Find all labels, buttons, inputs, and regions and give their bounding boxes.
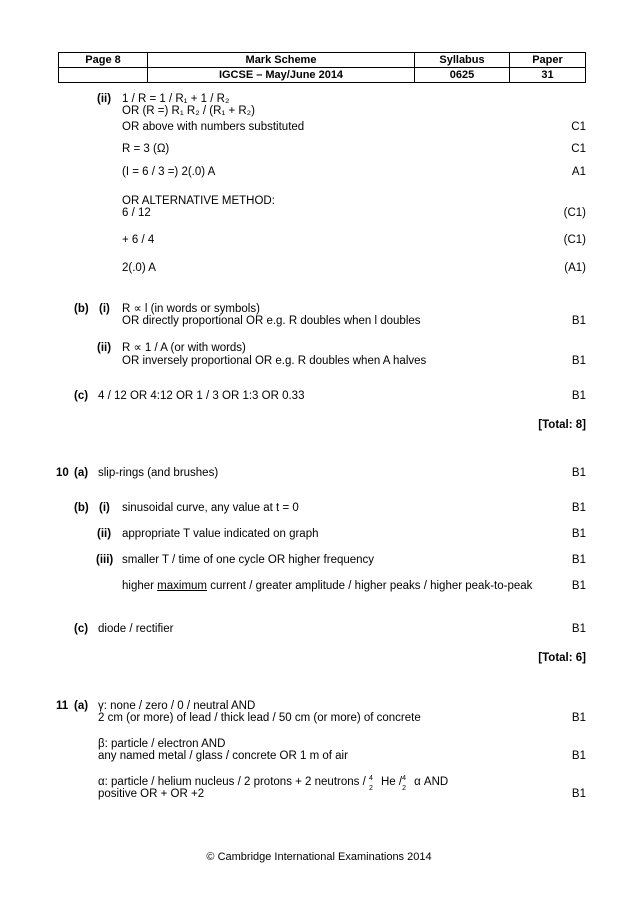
mark-row bbox=[0, 749, 638, 763]
mark-award: B1 bbox=[571, 554, 586, 566]
answer-text: R ∝ 1 / A (or with words) bbox=[122, 342, 246, 354]
mark-award: C1 bbox=[571, 121, 586, 133]
mark-award: [Total: 8] bbox=[538, 419, 586, 431]
mark-award: (A1) bbox=[564, 262, 586, 274]
answer-text: OR directly proportional OR e.g. R doubles when l doubles bbox=[122, 315, 421, 327]
answer-text: OR (R =) R₁ R₂ / (R₁ + R₂) bbox=[122, 105, 255, 117]
answer-text: OR above with numbers substituted bbox=[122, 121, 305, 133]
subpart-label: (i) bbox=[99, 303, 110, 315]
subpart-label: (iii) bbox=[96, 554, 114, 566]
underlined-word: maximum bbox=[157, 580, 208, 592]
mark-row bbox=[0, 314, 638, 328]
mark-row bbox=[0, 120, 638, 134]
part-label: (b) bbox=[74, 303, 89, 315]
answer-text: α: particle / helium nucleus / 2 protons + 2 neutrons / 4 2 He / 4 2 α AND bbox=[98, 775, 449, 792]
paper-number: 31 bbox=[510, 68, 586, 83]
alpha-symbol: α AND bbox=[414, 776, 449, 788]
alpha-isotope-notation: 4 2 bbox=[402, 775, 406, 792]
helium-isotope-notation: 4 2 bbox=[368, 775, 373, 792]
mark-row bbox=[0, 787, 638, 801]
mark-award: [Total: 6] bbox=[538, 652, 586, 664]
answer-text: 6 / 12 bbox=[122, 207, 151, 219]
mark-award: B1 bbox=[571, 355, 586, 367]
mark-row bbox=[0, 206, 638, 220]
mark-award: (C1) bbox=[563, 234, 586, 246]
mark-row bbox=[0, 389, 638, 403]
subpart-label: (i) bbox=[99, 502, 110, 514]
answer-text: 4 / 12 OR 4:12 OR 1 / 3 OR 1:3 OR 0.33 bbox=[98, 390, 305, 402]
answer-text: (I = 6 / 3 =) 2(.0) A bbox=[122, 166, 216, 178]
answer-text: higher maximum current / greater amplitude / higher peaks / higher peak-to-peak bbox=[122, 580, 533, 592]
answer-text: sinusoidal curve, any value at t = 0 bbox=[122, 502, 299, 514]
mark-row bbox=[0, 354, 638, 368]
answer-text: diode / rectifier bbox=[98, 623, 174, 635]
empty-cell bbox=[59, 68, 148, 83]
mark-row bbox=[0, 711, 638, 725]
mark-award: B1 bbox=[571, 467, 586, 479]
subpart-label: (ii) bbox=[97, 342, 112, 354]
mark-award: B1 bbox=[571, 580, 586, 592]
mark-row bbox=[0, 466, 638, 480]
mark-row bbox=[0, 622, 638, 636]
mark-row bbox=[0, 579, 638, 593]
mark-award: B1 bbox=[571, 315, 586, 327]
paper-label: Paper bbox=[510, 53, 586, 68]
mark-award: B1 bbox=[571, 788, 586, 800]
header-table bbox=[58, 52, 586, 83]
mark-row bbox=[0, 527, 638, 541]
answer-text: 2(.0) A bbox=[122, 262, 156, 274]
answer-text: R ∝ l (in words or symbols) bbox=[122, 303, 260, 315]
mark-award: (C1) bbox=[563, 207, 586, 219]
question-number: 11 bbox=[56, 700, 69, 712]
part-label: (b) bbox=[74, 502, 89, 514]
answer-text: R = 3 (Ω) bbox=[122, 143, 170, 155]
answer-text: γ: none / zero / 0 / neutral AND bbox=[98, 700, 256, 712]
subpart-label: (ii) bbox=[97, 93, 112, 105]
mark-award: B1 bbox=[571, 502, 586, 514]
mark-row bbox=[0, 261, 638, 275]
answer-text: positive OR + OR +2 bbox=[98, 788, 205, 800]
footer-copyright: © Cambridge International Examinations 2014 bbox=[206, 851, 432, 863]
mark-row bbox=[0, 651, 638, 665]
mark-row bbox=[0, 418, 638, 432]
doc-title: Mark Scheme bbox=[148, 53, 415, 68]
mark-row bbox=[0, 553, 638, 567]
part-label: (c) bbox=[74, 390, 89, 402]
exam-session: IGCSE – May/June 2014 bbox=[148, 68, 415, 83]
mark-row bbox=[0, 341, 638, 355]
mark-award: B1 bbox=[571, 528, 586, 540]
answer-text: β: particle / electron AND bbox=[98, 738, 226, 750]
syllabus-code: 0625 bbox=[415, 68, 510, 83]
answer-text: + 6 / 4 bbox=[122, 234, 155, 246]
helium-symbol: He / bbox=[380, 776, 403, 788]
mark-row bbox=[0, 501, 638, 515]
answer-text: slip-rings (and brushes) bbox=[98, 467, 219, 479]
answer-text: 2 cm (or more) of lead / thick lead / 50 cm (or more) of concrete bbox=[98, 712, 421, 724]
part-label: (a) bbox=[74, 467, 89, 479]
mark-award: B1 bbox=[571, 623, 586, 635]
question-number: 10 bbox=[56, 467, 69, 479]
mark-row bbox=[0, 104, 638, 118]
mark-award: C1 bbox=[571, 143, 586, 155]
syllabus-label: Syllabus bbox=[415, 53, 510, 68]
answer-text: smaller T / time of one cycle OR higher frequency bbox=[122, 554, 375, 566]
mark-row bbox=[0, 165, 638, 179]
subpart-label: (ii) bbox=[97, 528, 112, 540]
answer-text: appropriate T value indicated on graph bbox=[122, 528, 319, 540]
part-label: (a) bbox=[74, 700, 89, 712]
part-label: (c) bbox=[74, 623, 89, 635]
answer-text: OR ALTERNATIVE METHOD: bbox=[122, 195, 275, 207]
answer-text: 1 / R = 1 / R₁ + 1 / R₂ bbox=[122, 93, 230, 105]
answer-text: OR inversely proportional OR e.g. R doubles when A halves bbox=[122, 355, 427, 367]
mark-row bbox=[0, 142, 638, 156]
answer-text: any named metal / glass / concrete OR 1 m of air bbox=[98, 750, 348, 762]
page-number: Page 8 bbox=[59, 53, 148, 68]
mark-award: A1 bbox=[571, 166, 586, 178]
mark-award: B1 bbox=[571, 712, 586, 724]
mark-award: B1 bbox=[571, 750, 586, 762]
mark-row bbox=[0, 233, 638, 247]
mark-award: B1 bbox=[571, 390, 586, 402]
